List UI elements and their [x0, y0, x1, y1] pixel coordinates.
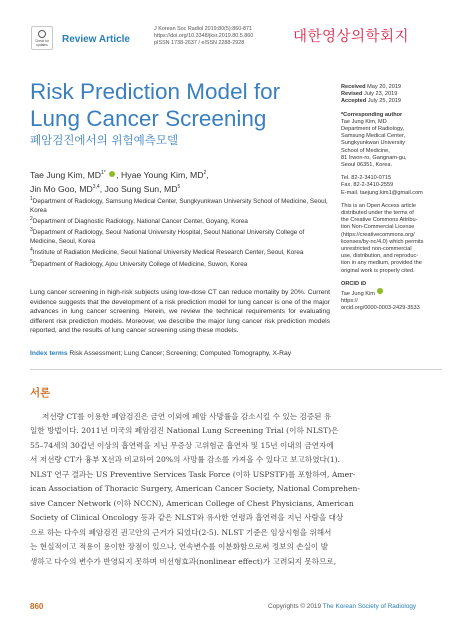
- index-terms-label: Index terms: [30, 350, 68, 357]
- affiliation-item: [30, 195, 330, 215]
- journal-meta: [154, 26, 253, 47]
- revised-value: July 23, 2019: [364, 91, 398, 98]
- orcid-icon[interactable]: [109, 171, 115, 177]
- corresponding-label: *Corresponding author: [341, 111, 403, 118]
- title-line-1: Risk Prediction Model for: [30, 79, 281, 104]
- article-title: [30, 78, 320, 132]
- affiliation-item: [30, 246, 330, 258]
- affiliation-list: [30, 195, 330, 269]
- corresp-line: Sungkyunkwan University: [341, 140, 406, 147]
- update-icon: [38, 30, 46, 38]
- license-line: unrestricted non-commercial: [341, 246, 412, 253]
- affiliation-text: Department of Radiology, Ajou University College of Medicine, Suwon, Korea: [32, 260, 248, 268]
- affiliation-sup: 1: [30, 196, 33, 202]
- affiliation-text: Department of Radiology, Seoul National University Hospital, Seoul National University College of Medicine, Seoul, Korea: [30, 229, 305, 245]
- orcid-block: [341, 281, 451, 313]
- license-line: tion in any medium, provided the: [341, 260, 422, 267]
- affiliation-text: Department of Radiology, Samsung Medical Center, Sungkyunkwan University School of Medicine, Seoul, Korea: [30, 198, 328, 214]
- author-name: Tae Jung Kim, MD: [30, 169, 101, 180]
- author-name: , Hyae Young Kim, MD: [116, 169, 204, 180]
- dates-block: [341, 84, 451, 106]
- author-name: , Joo Sung Sun, MD: [99, 183, 178, 194]
- license-line: the Creative Commons Attribu-: [341, 217, 418, 224]
- journal-citation: J Korean Soc Radiol 2019;80(5):860-871: [154, 26, 252, 32]
- journal-logo: 대한영상의학회지: [293, 29, 410, 45]
- email-link[interactable]: E-mail. taejung.kim1@gmail.com: [341, 189, 423, 196]
- body-line: 는 현실적이고 적용이 용이한 장점이 있으나, 연속변수를 이분화함으로써 정보의 손실이 발: [30, 542, 328, 552]
- affiliation-sup: 4: [30, 247, 33, 254]
- affiliation-sup: 3: [30, 227, 33, 234]
- affiliation-item: [30, 226, 330, 246]
- body-line: 저선량 CT를 이용한 폐암검진은 금연 이외에 폐암 사망률을 감소시킬 수 있는 검증된 유: [42, 412, 332, 421]
- doi-link[interactable]: https://doi.org/10.3348/jksr.2019.80.5.860: [154, 33, 254, 39]
- received-date: [341, 84, 451, 91]
- orcid-author: [341, 288, 451, 298]
- affiliation-item: [30, 258, 330, 270]
- corresp-line: Tae Jung Kim, MD: [341, 118, 387, 125]
- affiliation-text: Department of Diagnostic Radiology, National Cancer Center, Goyang, Korea: [32, 218, 248, 225]
- author-sup: 2: [203, 170, 207, 176]
- body-line: 으로 하는 다수의 폐암검진 권고안의 근거가 되었다(2-5). NLST 기준은 임상시험을 위해서: [30, 527, 332, 537]
- check-for-updates-badge[interactable]: [31, 26, 53, 50]
- affiliation-item: [30, 215, 330, 227]
- index-terms: [30, 349, 330, 359]
- body-line: sive Cancer Network (이하 NCCN), American College of Chest Physicians, American: [30, 498, 354, 508]
- issn: pISSN 1738-2637 / eISSN 2288-2928: [154, 40, 245, 46]
- revised-label: Revised: [341, 91, 363, 98]
- abstract: Lung cancer screening in high-risk subjects using low-dose CT can reduce mortality by 20%. Current evidence suggests that the development of a risk prediction model for lung cancer is one of the major advances in lung cancer screening. Herein, we review the technical requirements for evaluating different risk prediction models. Moreover, we describe the major lung cancer risk prediction models reported, and the results of lung cancer screening using these models.: [30, 289, 330, 335]
- revised-date: [341, 91, 451, 98]
- title-line-2: Lung Cancer Screening: [30, 106, 267, 131]
- license-line: use, distribution, and reproduc-: [341, 253, 419, 260]
- index-terms-text: Risk Assessment; Lung Cancer; Screening; Computed Tomography, X-Ray: [67, 350, 292, 357]
- license-line: tion Non-Commercial License: [341, 224, 415, 231]
- body-line: 일한 방법이다. 2011년 미국의 폐암검진 National Lung Screening Trial (이하 NLST)은: [30, 426, 339, 436]
- author-sup: 5: [177, 183, 181, 190]
- orcid-id[interactable]: orcid.org/0000-0003-2429-3533: [341, 305, 420, 312]
- body-line: ican Association of Thoracic Surgery, American Cancer Society, National Comprehen-: [30, 484, 360, 494]
- corresp-line: 81 Irwon-ro, Gangnam-gu,: [341, 154, 407, 161]
- author-list: Tae Jung Kim, $MD^{1*}$ , Hyae Young Kim, $MD^2$, Jin Mo Goo, MD$^{3,4}$, Joo Sung Sun, $MD^5$: [30, 169, 209, 194]
- corresponding-author-block: [341, 112, 451, 170]
- copyright: [268, 603, 416, 610]
- badge-label: Check for updates: [35, 39, 49, 47]
- license-line: original work is properly cited.: [341, 267, 415, 274]
- body-line: Society of Clinical Oncology 등과 같은 NLST와 유사한 연령과 흡연력을 지닌 사람을 대상: [30, 513, 344, 523]
- contact-block: [341, 175, 451, 197]
- orcid-name: Tae Jung Kim: [341, 291, 375, 298]
- orcid-label: ORCID iD: [341, 280, 367, 287]
- accepted-label: Accepted: [341, 98, 367, 105]
- affiliation-text: Institute of Radiation Medicine, Seoul National University Medical Research Center, Seoul, Korea: [32, 249, 304, 257]
- page-number: 860: [30, 602, 44, 611]
- orcid-url[interactable]: https://: [341, 298, 358, 305]
- section-heading: 서론: [30, 387, 51, 399]
- body-line: NLST 연구 결과는 US Preventive Services Task Force (이하 USPSTF)를 포함하여, Amer-: [30, 469, 356, 479]
- corresp-line: Seoul 06351, Korea.: [341, 162, 393, 169]
- accepted-value: July 25, 2019: [367, 98, 402, 105]
- corresp-line: Samsung Medical Center,: [341, 133, 406, 140]
- affiliation-sup: 2: [30, 215, 33, 222]
- orcid-icon[interactable]: [377, 288, 383, 294]
- author-name: Jin Mo Goo, MD: [30, 183, 93, 194]
- article-type: Review Article: [62, 34, 130, 45]
- copyright-prefix: Copyrights © 2019: [268, 603, 323, 610]
- body-line: 생하고 다수의 변수가 반영되지 못하며 비선형효과(nonlinear effect)가 고려되지 못하므로,: [30, 556, 337, 566]
- license-line: distributed under the terms of: [341, 210, 414, 217]
- accepted-date: [341, 98, 451, 105]
- body-text: [30, 410, 444, 569]
- corresp-line: School of Medicine,: [341, 147, 390, 154]
- copyright-org: The Korean Society of Radiology: [322, 603, 417, 610]
- license-line: This is an Open Access article: [341, 202, 416, 209]
- section-divider: [30, 369, 442, 370]
- korean-title: 폐암검진에서의 위험예측모델: [30, 133, 179, 147]
- license-line[interactable]: (https://creativecommons.org/: [341, 231, 415, 238]
- received-value: May 20, 2019: [367, 84, 402, 90]
- author-sup: 3,4: [92, 183, 100, 190]
- license-line[interactable]: licenses/by-nc/4.0) which permits: [341, 238, 424, 245]
- fax: Fax. 82-2-3410-2559: [341, 182, 394, 189]
- license-block: [341, 203, 451, 275]
- body-line: 55–74세의 30갑년 이상의 흡연력을 지닌 무증상 고위험군 흡연자 및 15년 이내의 금연자에: [30, 440, 334, 450]
- corresp-line: Department of Radiology,: [341, 126, 405, 133]
- tel: Tel. 82-2-3410-0715: [341, 175, 392, 182]
- body-line: 서 저선량 CT가 흉부 X선과 비교하여 20%의 사망률 감소를 가져올 수 있다고 보고하였다(1).: [30, 455, 341, 465]
- received-label: Received: [341, 84, 366, 90]
- article-sidebar: [341, 84, 451, 319]
- author-sup: 1*: [100, 170, 106, 176]
- affiliation-sup: 5: [30, 258, 33, 265]
